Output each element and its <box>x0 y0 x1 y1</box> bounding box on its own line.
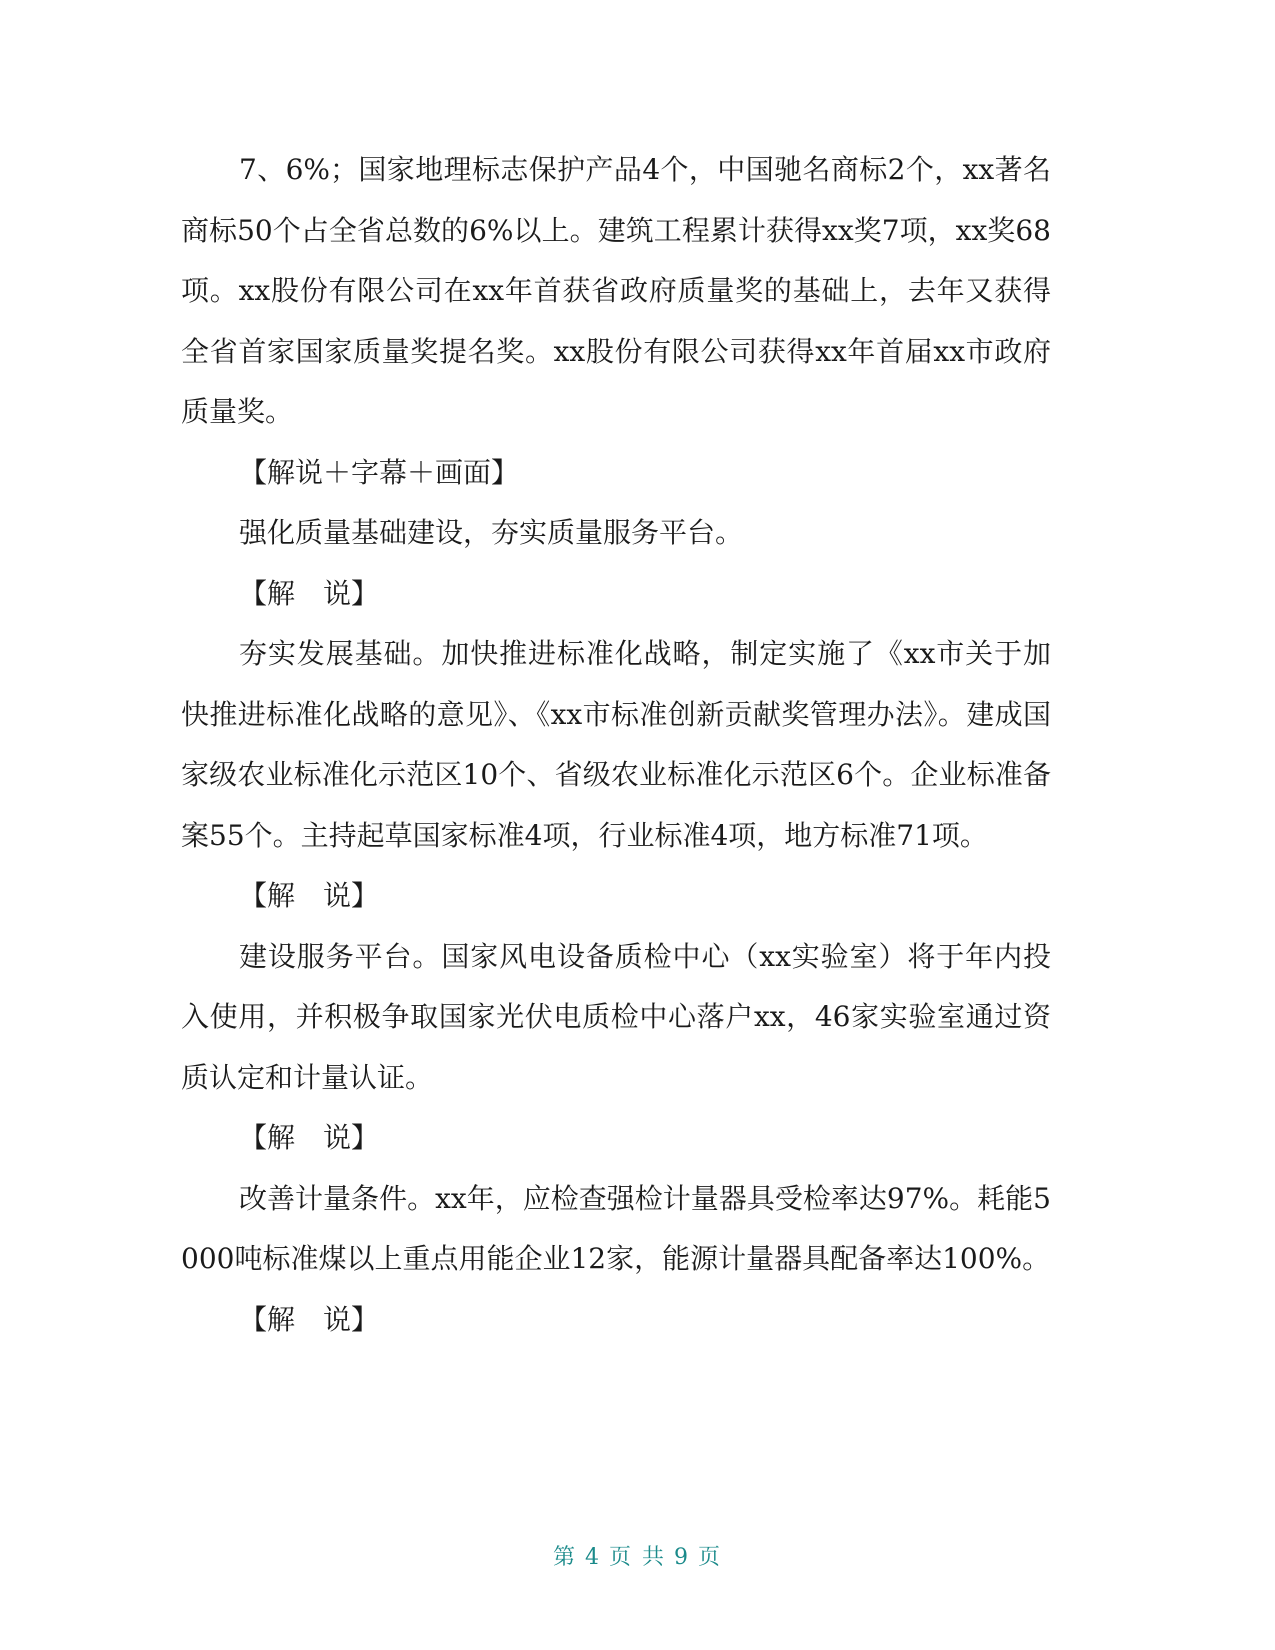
section-heading-narration: 【解 说】 <box>239 1302 380 1336</box>
footer-current-page: 4 <box>585 1545 601 1570</box>
section-heading-narration-caption-visual: 【解说＋字幕＋画面】 <box>239 455 520 489</box>
section-heading-narration: 【解 说】 <box>239 1121 380 1154</box>
section-heading-narration: 【解 说】 <box>239 576 380 610</box>
paragraph-standardization: 夯实发展基础。加快推进标准化战略，制定实施了《xx市关于加快推进标准化战略的意见》、《xx市标准创新贡献奖管理办法》。建成国家级农业标准化示范区10个、省级农业标准化示范区6个。企业标准备案55个。主持起草国家标准4项，行业标准4项，地方标准71项。 <box>181 637 1051 852</box>
section-heading-narration: 【解 说】 <box>239 879 380 912</box>
footer-total-pages: 9 <box>674 1545 690 1570</box>
paragraph-metrology: 改善计量条件。xx年，应检查强检计量器具受检率达97%。耗能5000吨标准煤以上重点用能企业12家，能源计量器具配备率达100%。 <box>181 1181 1051 1275</box>
footer-suffix: 页 <box>698 1545 723 1570</box>
footer-prefix: 第 <box>552 1545 577 1570</box>
paragraph-service-platform: 建设服务平台。国家风电设备质检中心（xx实验室）将于年内投入使用，并积极争取国家光伏电质检中心落户xx，46家实验室通过资质认定和计量认证。 <box>181 939 1051 1094</box>
document-body <box>181 140 1051 1350</box>
paragraph-awards: 7、6%；国家地理标志保护产品4个，中国驰名商标2个，xx著名商标50个占全省总数的6%以上。建筑工程累计获得xx奖7项，xx奖68项。xx股份有限公司在xx年首获省政府质量奖的基础上，去年又获得全省首家国家质量奖提名奖。xx股份有限公司获得xx年首届xx市政府质量奖。 <box>181 153 1051 428</box>
paragraph-quality-foundation: 强化质量基础建设，夯实质量服务平台。 <box>239 516 744 549</box>
footer-middle: 页 共 <box>609 1545 666 1570</box>
page-footer <box>0 1540 1275 1571</box>
